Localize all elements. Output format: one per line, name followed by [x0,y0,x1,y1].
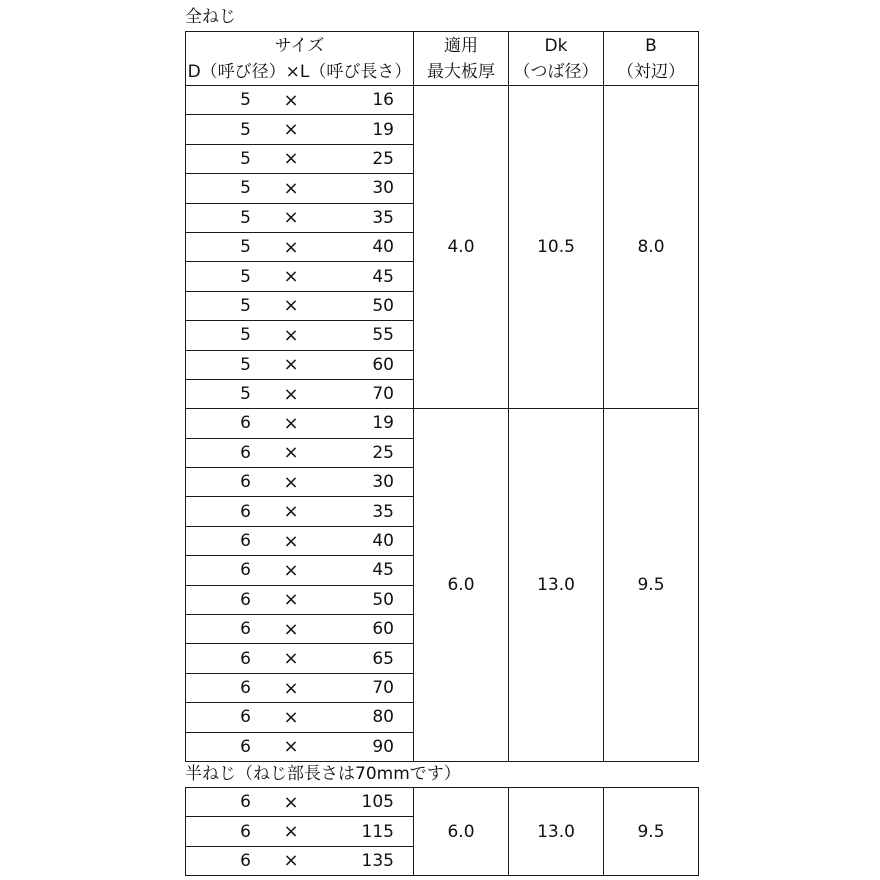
length-value: 40 [372,237,394,258]
half-thread-body [186,788,699,876]
size-value [186,501,413,522]
times-symbol: × [283,706,299,728]
header-size [186,32,414,86]
size-value [186,295,413,316]
flange-diameter-cell: 13.0 [509,788,604,876]
size-cell [186,174,414,203]
length-value: 60 [372,619,394,640]
size-value [186,119,413,140]
times-symbol: × [283,471,299,493]
size-cell [186,144,414,173]
header-thickness-line1: 適用 [444,35,478,56]
size-cell [186,585,414,614]
header-row [186,32,699,86]
length-value: 135 [361,850,394,871]
size-cell [186,788,414,817]
times-symbol: × [283,119,299,141]
length-value: 70 [372,678,394,698]
size-cell [186,497,414,526]
size-value [186,850,413,871]
diameter-value: 6 [240,850,251,871]
times-symbol: × [283,821,299,843]
times-symbol: × [283,850,299,872]
times-symbol: × [283,442,299,464]
size-cell [186,115,414,144]
size-cell [186,468,414,497]
diameter-value: 6 [240,736,251,757]
size-cell [186,732,414,761]
size-value [186,531,413,552]
size-value [186,413,413,434]
header-dk-line2: （つば径） [513,61,599,82]
max-thickness-cell: 6.0 [414,788,509,876]
size-cell [186,321,414,350]
diameter-value: 6 [240,707,251,728]
diameter-value: 5 [240,148,251,169]
size-value [186,442,413,463]
size-value [186,678,413,699]
length-value: 50 [372,295,394,316]
diameter-value: 6 [240,413,251,434]
length-value: 19 [372,119,394,140]
header-thickness-line2: 最大板厚 [427,61,495,82]
size-value [186,736,413,757]
full-thread-body [186,86,699,762]
size-value [186,237,413,258]
diameter-value: 5 [240,90,251,111]
size-cell [186,556,414,585]
size-cell [186,350,414,379]
length-value: 55 [372,325,394,346]
diameter-value: 6 [240,560,251,581]
diameter-value: 5 [240,266,251,287]
length-value: 25 [372,148,394,169]
diameter-value: 5 [240,354,251,375]
size-value [186,792,413,813]
length-value: 16 [372,90,394,111]
length-value: 105 [361,792,394,813]
diameter-value: 5 [240,295,251,316]
size-value [186,619,413,640]
diameter-value: 5 [240,384,251,405]
length-value: 115 [361,821,394,842]
diameter-value: 6 [240,648,251,669]
size-value [186,178,413,199]
size-cell [186,526,414,555]
times-symbol: × [283,791,299,813]
times-symbol: × [283,501,299,523]
max-thickness-cell: 6.0 [414,409,509,762]
size-cell [186,203,414,232]
length-value: 45 [372,266,394,287]
length-value: 25 [372,442,394,463]
size-cell [186,86,414,115]
size-value [186,207,413,228]
diameter-value: 6 [240,792,251,813]
size-value [186,354,413,375]
size-cell [186,262,414,291]
times-symbol: × [283,383,299,405]
header-thickness [414,32,509,86]
size-value [186,90,413,111]
across-flats-cell: 9.5 [604,409,699,762]
size-cell [186,846,414,875]
diameter-value: 6 [240,678,251,698]
size-cell [186,409,414,438]
size-cell [186,438,414,467]
header-size-line2: D（呼び径）×L（呼び長さ） [187,61,412,82]
length-value: 19 [372,413,394,434]
length-value: 30 [372,178,394,199]
diameter-value: 5 [240,207,251,228]
size-value [186,707,413,728]
diameter-value: 6 [240,821,251,842]
size-value [186,560,413,581]
times-symbol: × [283,648,299,670]
length-value: 40 [372,531,394,552]
times-symbol: × [283,412,299,434]
half-thread-table [185,787,699,876]
size-value [186,472,413,493]
length-value: 60 [372,354,394,375]
length-value: 90 [372,736,394,757]
length-value: 30 [372,472,394,493]
times-symbol: × [283,148,299,170]
header-b-line1: B [645,35,657,56]
length-value: 35 [372,501,394,522]
times-symbol: × [283,736,299,758]
diameter-value: 6 [240,472,251,493]
table-row [186,409,699,438]
half-thread-title: 半ねじ（ねじ部長さは70mmです） [185,764,461,784]
across-flats-cell: 8.0 [604,86,699,409]
size-value [186,821,413,842]
size-cell [186,615,414,644]
diameter-value: 5 [240,178,251,199]
size-cell [186,817,414,846]
length-value: 65 [372,648,394,669]
times-symbol: × [283,324,299,346]
times-symbol: × [283,266,299,288]
diameter-value: 5 [240,119,251,140]
times-symbol: × [283,177,299,199]
table-row [186,788,699,817]
size-value [186,148,413,169]
header-b [604,32,699,86]
times-symbol: × [283,559,299,581]
times-symbol: × [283,618,299,640]
max-thickness-cell: 4.0 [414,86,509,409]
length-value: 80 [372,707,394,728]
diameter-value: 6 [240,442,251,463]
header-size-line1: サイズ [274,35,325,56]
size-value [186,589,413,610]
times-symbol: × [283,589,299,611]
size-cell [186,232,414,261]
length-value: 50 [372,589,394,610]
table-row [186,86,699,115]
flange-diameter-cell: 13.0 [509,409,604,762]
times-symbol: × [283,89,299,111]
diameter-value: 6 [240,619,251,640]
length-value: 45 [372,560,394,581]
header-dk [509,32,604,86]
across-flats-cell: 9.5 [604,788,699,876]
flange-diameter-cell: 10.5 [509,86,604,409]
size-cell [186,644,414,673]
times-symbol: × [283,354,299,376]
full-thread-table [185,31,699,762]
length-value: 35 [372,207,394,228]
header-b-line2: （対辺） [617,61,685,82]
size-cell [186,291,414,320]
times-symbol: × [283,236,299,258]
length-value: 70 [372,384,394,405]
diameter-value: 6 [240,589,251,610]
diameter-value: 6 [240,501,251,522]
size-cell [186,703,414,732]
size-value [186,266,413,287]
times-symbol: × [283,530,299,552]
size-cell [186,673,414,702]
header-dk-line1: Dk [544,35,568,56]
diameter-value: 5 [240,325,251,346]
times-symbol: × [283,295,299,317]
times-symbol: × [283,677,299,699]
diameter-value: 6 [240,531,251,552]
size-value [186,648,413,669]
times-symbol: × [283,207,299,229]
size-value [186,325,413,346]
size-value [186,384,413,405]
size-cell [186,379,414,408]
full-thread-title: 全ねじ [185,7,236,27]
diameter-value: 5 [240,237,251,258]
